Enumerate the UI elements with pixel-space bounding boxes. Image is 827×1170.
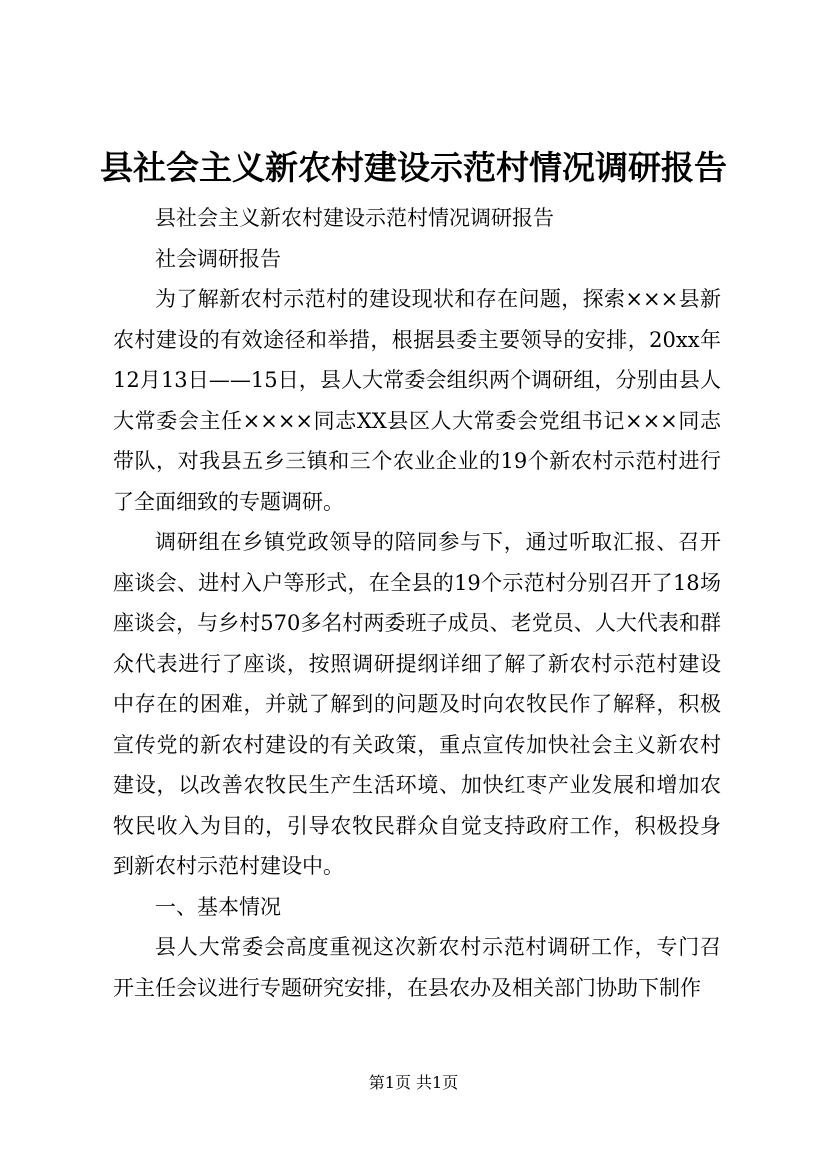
document-body [113,198,721,1008]
body-paragraph: 县人大常委会高度重视这次新农村示范村调研工作，专门召开主任会议进行专题研究安排，在县农办及相关部门协助下制作 [113,935,721,1000]
section-heading: 一、基本情况 [155,894,281,919]
body-paragraph: 调研组在乡镇党政领导的陪同参与下，通过听取汇报、召开座谈会、进村入户等形式，在全县的19个示范村分别召开了18场座谈会，与乡村570多名村两委班子成员、老党员、人大代表和群众代表进行了座谈，按照调研提纲详细了解了新农村示范村建设中存在的困难，并就了解到的问题及时向农牧民作了解释，积极宣传党的新农村建设的有关政策，重点宣传加快社会主义新农村建设，以改善农牧民生产生活环境、加快红枣产业发展和增加农牧民收入为目的，引导农牧民群众自觉支持政府工作，积极投身到新农村示范村建设中。 [113,530,721,878]
subtitle-paragraph: 县社会主义新农村建设示范村情况调研报告 [155,206,554,230]
document-title: 县社会主义新农村建设示范村情况调研报告 [100,148,727,187]
category-paragraph: 社会调研报告 [155,246,281,271]
page-number-footer: 第1页 共1页 [368,1073,459,1092]
body-paragraph: 为了解新农村示范村的建设现状和存在问题，探索×××县新农村建设的有效途径和举措，根据县委主要领导的安排，20xx年12月13日——15日，县人大常委会组织两个调研组，分别由县人大常委会主任××××同志XX县区人大常委会党组书记×××同志带队，对我县五乡三镇和三个农业企业的19个新农村示范村进行了全面细致的专题调研。 [113,287,721,514]
